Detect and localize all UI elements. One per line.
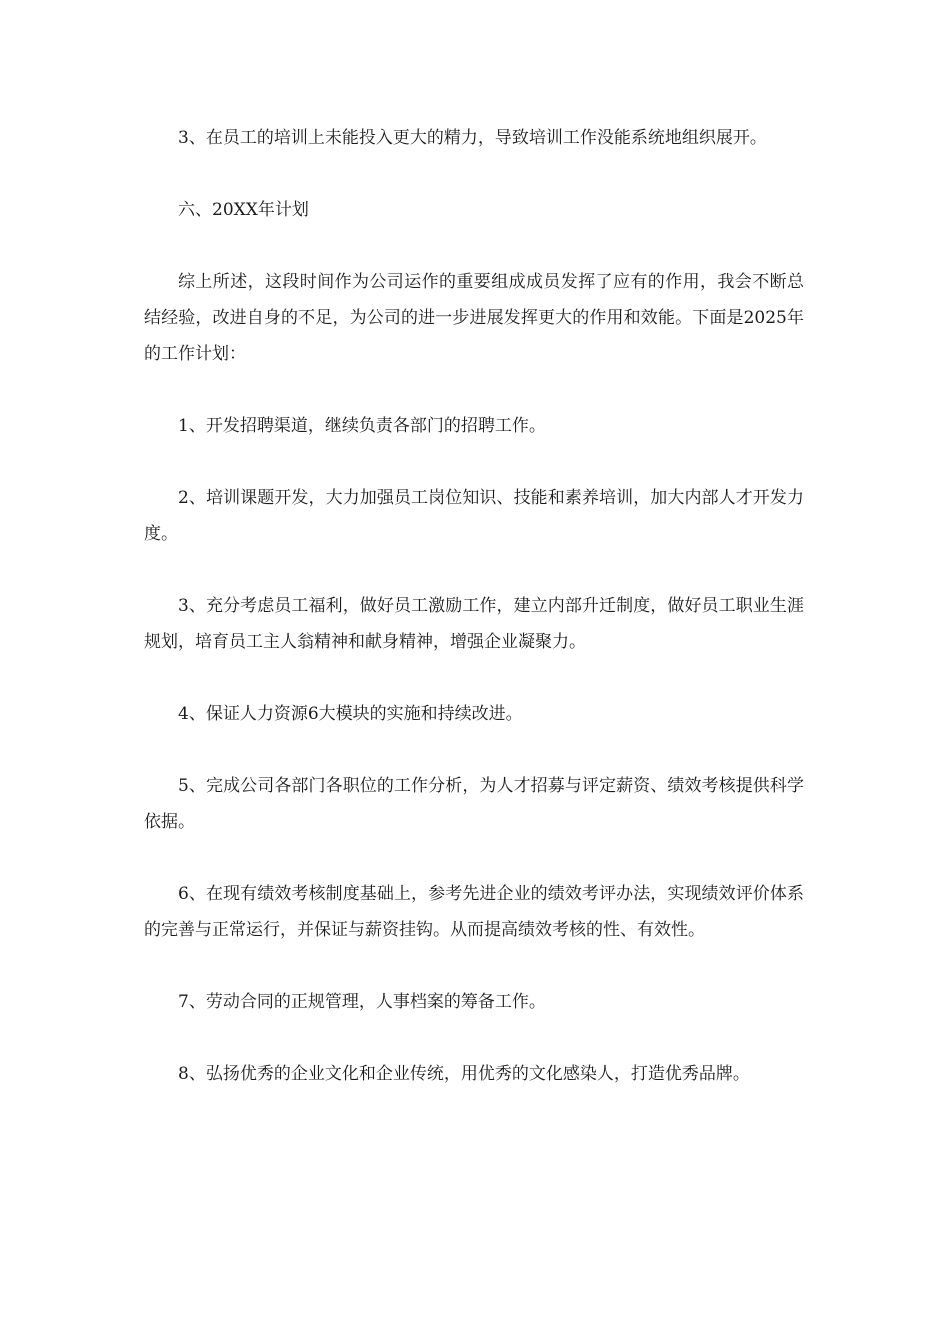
plan-item-5: 5、完成公司各部门各职位的工作分析，为人才招募与评定薪资、绩效考核提供科学依据。 (144, 776, 804, 832)
paragraph-training-issue: 3、在员工的培训上未能投入更大的精力，导致培训工作没能系统地组织展开。 (178, 128, 767, 148)
plan-item-6: 6、在现有绩效考核制度基础上，参考先进企业的绩效考评办法，实现绩效评价体系的完善与正常运行，并保证与薪资挂钩。从而提高绩效考核的性、有效性。 (144, 884, 804, 940)
plan-item-3: 3、充分考虑员工福利，做好员工激励工作，建立内部升迁制度，做好员工职业生涯规划，培育员工主人翁精神和献身精神，增强企业凝聚力。 (144, 596, 804, 652)
document-body (144, 120, 804, 1128)
plan-item-2: 2、培训课题开发，大力加强员工岗位知识、技能和素养培训，加大内部人才开发力度。 (144, 488, 804, 544)
section-heading-plan: 六、20XX年计划 (178, 200, 309, 220)
paragraph-summary: 综上所述，这段时间作为公司运作的重要组成成员发挥了应有的作用，我会不断总结经验，改进自身的不足，为公司的进一步进展发挥更大的作用和效能。下面是2025年的工作计划： (144, 272, 804, 364)
plan-item-7: 7、劳动合同的正规管理，人事档案的筹备工作。 (178, 992, 546, 1012)
plan-item-8: 8、弘扬优秀的企业文化和企业传统，用优秀的文化感染人，打造优秀品牌。 (178, 1064, 750, 1084)
plan-item-1: 1、开发招聘渠道，继续负责各部门的招聘工作。 (178, 416, 546, 436)
plan-item-4: 4、保证人力资源6大模块的实施和持续改进。 (178, 704, 523, 724)
